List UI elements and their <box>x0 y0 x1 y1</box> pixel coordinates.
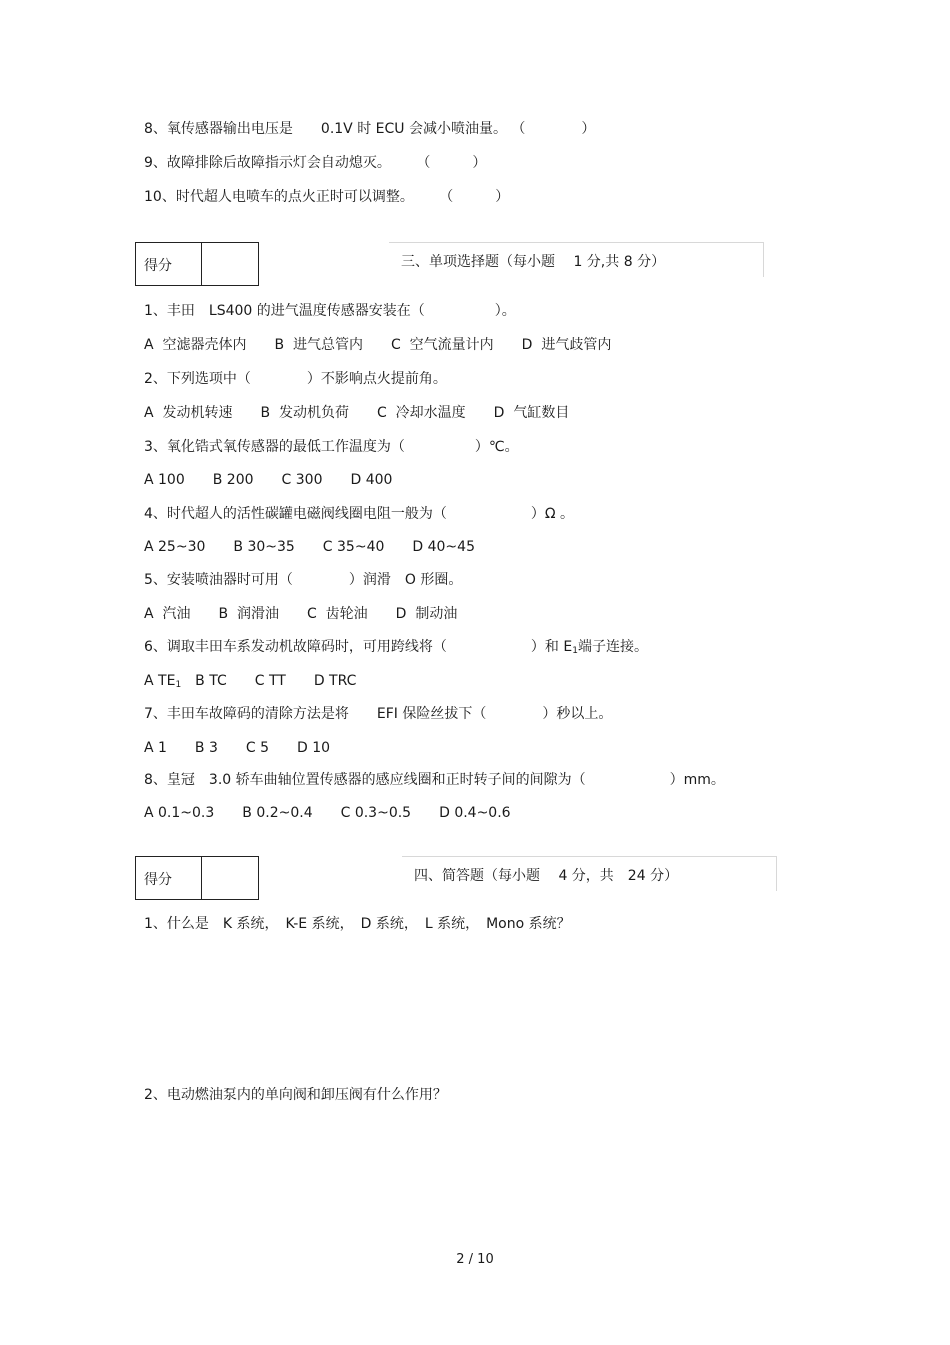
mc-q1-options: A 空滤器壳体内 B 进气总管内 C 空气流量计内 D 进气歧管内 <box>144 337 612 353</box>
score-box-section4 <box>135 856 259 900</box>
judge-item-10: 10、时代超人电喷车的点火正时可以调整。 （ ） <box>144 189 510 205</box>
section3-title-box <box>389 242 764 277</box>
score-box-section3 <box>135 242 259 286</box>
short-answer-q2: 2、电动燃油泵内的单向阀和卸压阀有什么作用？ <box>144 1087 447 1103</box>
mc-q3-options: A 100 B 200 C 300 D 400 <box>144 472 393 488</box>
judge-item-9: 9、故障排除后故障指示灯会自动熄灭。 （ ） <box>144 155 487 171</box>
mc-q6-text: 6、调取丰田车系发动机故障码时，可用跨线将（ ）和 <box>144 639 559 655</box>
mc-q6-e-sub: 1 <box>572 646 578 656</box>
mc-q1: 1、丰田 LS400 的进气温度传感器安装在（ ）。 <box>144 303 516 319</box>
mc-q6-tail: 端子连接。 <box>577 639 648 655</box>
mc-q5-options: A 汽油 B 润滑油 C 齿轮油 D 制动油 <box>144 606 458 622</box>
score-box-divider <box>201 243 202 285</box>
mc-q6-opt-rest: B TC C TT D TRC <box>181 673 357 689</box>
mc-q6-e: E <box>563 639 573 655</box>
score-box-divider <box>201 857 202 899</box>
mc-q6-opt-a: A TE <box>144 673 176 689</box>
mc-q6-options <box>144 672 356 694</box>
judge-item-8: 8、氧传感器输出电压是 0.1V 时 ECU 会减小喷油量。 （ ） <box>144 121 596 137</box>
section3-title: 三、单项选择题（每小题 1 分,共 8 分） <box>401 254 666 270</box>
score-label: 得分 <box>144 872 172 888</box>
mc-q4-options: A 25~30 B 30~35 C 35~40 D 40~45 <box>144 539 475 555</box>
mc-q2-options: A 发动机转速 B 发动机负荷 C 冷却水温度 D 气缸数目 <box>144 405 570 421</box>
mc-q5: 5、安装喷油器时可用（ ）润滑 O 形圈。 <box>144 572 463 588</box>
mc-q6 <box>144 638 648 660</box>
mc-q7-options: A 1 B 3 C 5 D 10 <box>144 740 331 756</box>
mc-q2: 2、下列选项中（ ）不影响点火提前角。 <box>144 371 447 387</box>
page-number: 2 / 10 <box>456 1252 494 1267</box>
mc-q7: 7、丰田车故障码的清除方法是将 EFI 保险丝拔下（ ）秒以上。 <box>144 706 613 722</box>
mc-q3: 3、氧化锆式氧传感器的最低工作温度为（ ）℃。 <box>144 439 519 455</box>
mc-q8-options: A 0.1~0.3 B 0.2~0.4 C 0.3~0.5 D 0.4~0.6 <box>144 805 511 821</box>
short-answer-q1: 1、什么是 K 系统， K-E 系统， D 系统， L 系统， Mono 系统？ <box>144 916 571 932</box>
section4-title-box <box>402 856 777 891</box>
mc-q4: 4、时代超人的活性碳罐电磁阀线圈电阻一般为（ ）Ω 。 <box>144 506 575 522</box>
section4-title: 四、简答题（每小题 4 分，共 24 分） <box>414 868 679 884</box>
mc-q6-opt-a-sub: 1 <box>175 680 182 690</box>
score-label: 得分 <box>144 258 172 274</box>
mc-q8: 8、皇冠 3.0 轿车曲轴位置传感器的感应线圈和正时转子间的间隙为（ ）mm。 <box>144 772 725 788</box>
